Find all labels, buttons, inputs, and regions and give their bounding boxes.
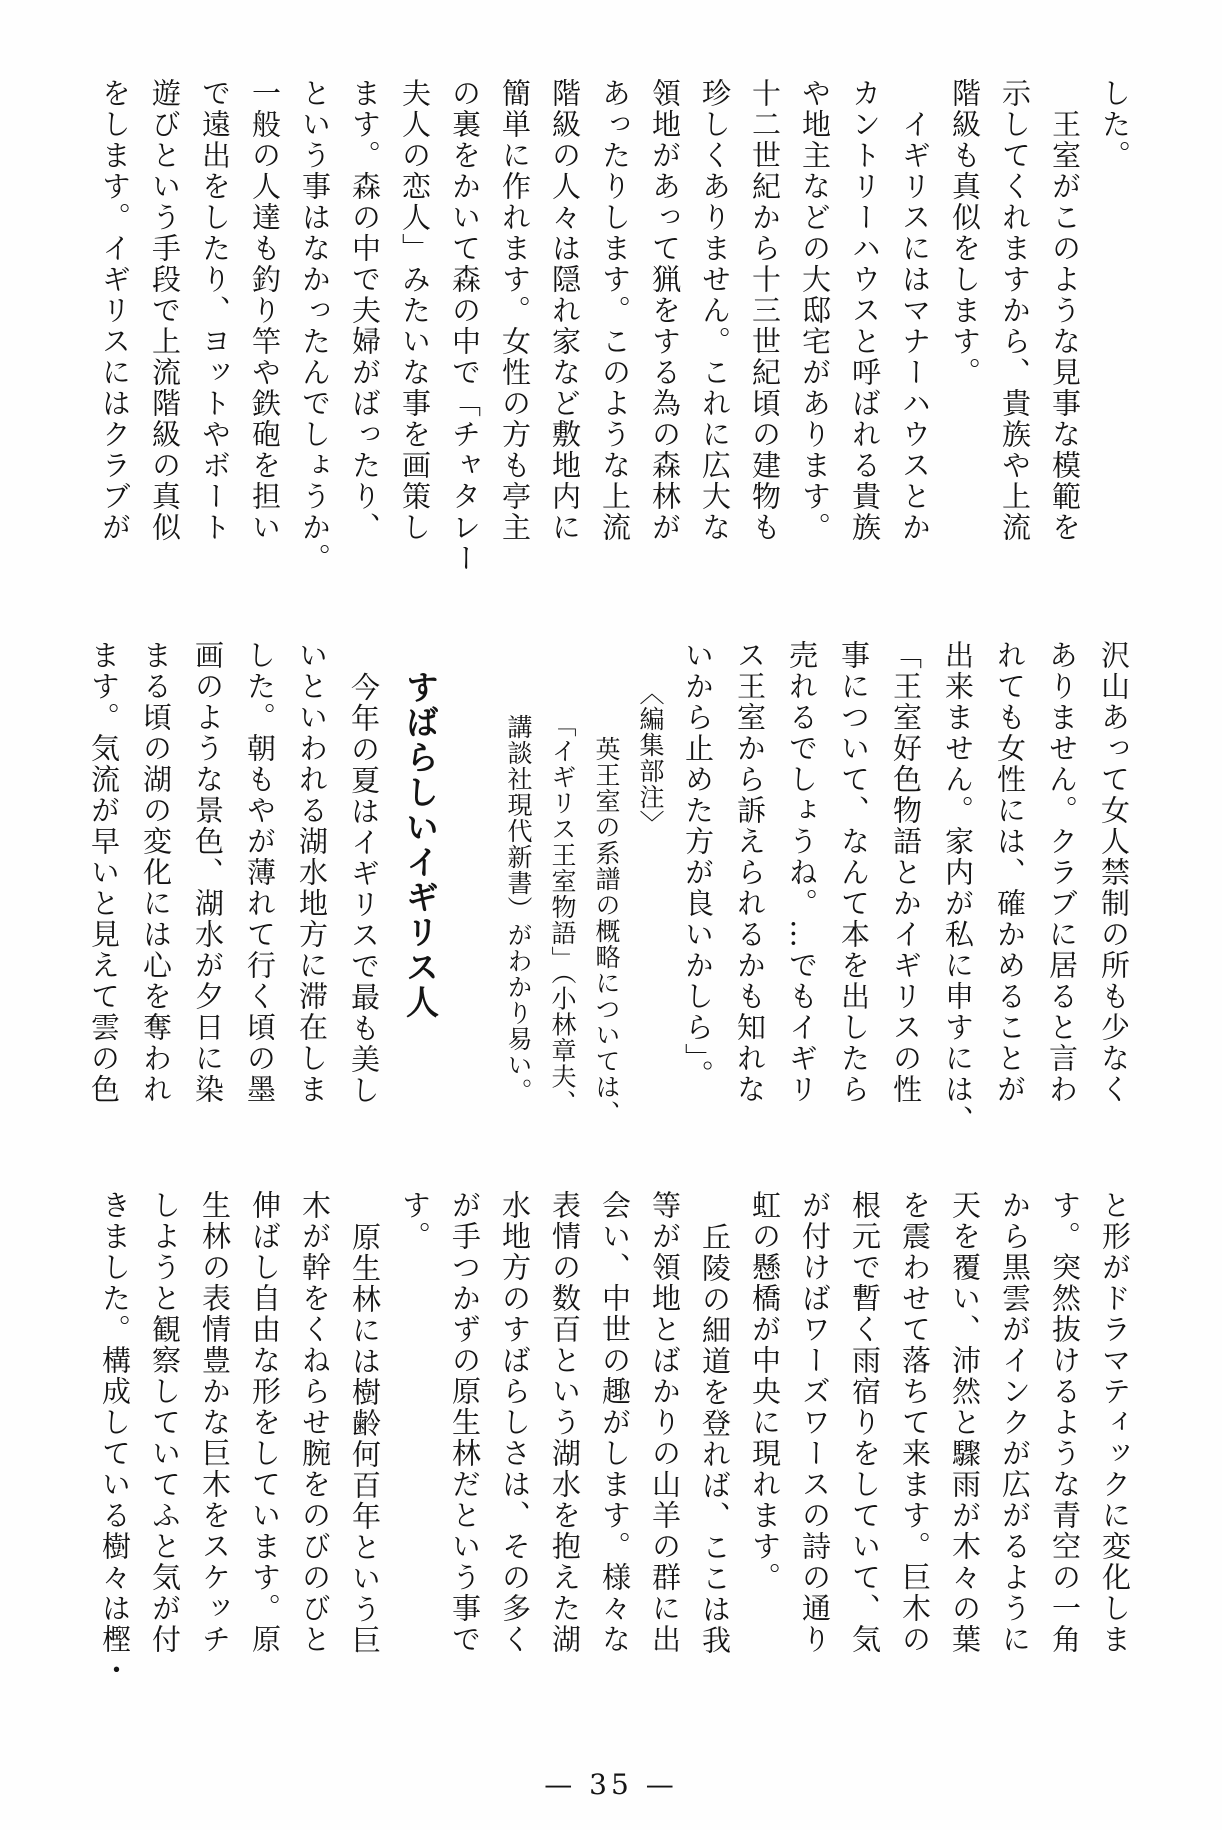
text-column: 木が幹をくねらせ腕をのびのびと [298, 1190, 332, 1655]
text-column: ス王室から訴えられるかも知れな [733, 640, 767, 1105]
text-column: 虹の懸橋が中央に現れます。 [748, 1190, 782, 1593]
text-column: まる頃の湖の変化には心を奪われ [139, 640, 173, 1105]
text-column: 遊びという手段で上流階級の真似 [148, 78, 182, 543]
editor-note-column: 英王室の系譜の概略については、 [592, 736, 621, 1126]
text-column: した。 [1098, 78, 1132, 171]
text-column: 夫人の恋人」みたいな事を画策し [398, 78, 432, 543]
text-column: から黒雲がインクが広がるように [998, 1190, 1032, 1655]
text-column: 事について、なんて本を出したら [837, 640, 871, 1105]
text-column: 階級も真似をします。 [948, 78, 982, 388]
editor-note-column: 講談社現代新書）がわかり易い。 [504, 714, 533, 1104]
editor-note-header: 〈編集部注〉 [636, 680, 665, 836]
text-column: いから止めた方が良いかしら」。 [681, 640, 715, 1091]
text-column: 生林の表情豊かな巨木をスケッチ [198, 1190, 232, 1655]
text-column: 丘陵の細道を登れば、ここは我 [698, 1222, 732, 1656]
text-column: を震わせて落ちて来ます。巨木の [898, 1190, 932, 1655]
text-column: す。突然抜けるような青空の一角 [1048, 1190, 1082, 1655]
text-column: 原生林には樹齢何百年という巨 [348, 1222, 382, 1656]
text-column: や地主などの大邸宅があります。 [798, 78, 832, 543]
text-column: 天を覆い、沛然と驟雨が木々の葉 [948, 1190, 982, 1655]
text-column: 王室がこのような見事な模範を [1048, 109, 1082, 543]
text-column: で遠出をしたり、ヨットやボート [198, 78, 232, 543]
text-column: イギリスにはマナーハウスとか [898, 109, 932, 543]
text-column: をします。イギリスにはクラブが [98, 78, 132, 543]
text-column: が付けばワーズワースの詩の通り [798, 1190, 832, 1655]
text-column: ありません。クラブに居ると言わ [1045, 640, 1079, 1105]
text-column: 沢山あって女人禁制の所も少なく [1097, 640, 1131, 1105]
text-column: 今年の夏はイギリスで最も美し [347, 672, 381, 1106]
text-column: しようと観察していてふと気が付 [148, 1190, 182, 1655]
text-column: 領地があって猟をする為の森林が [648, 78, 682, 543]
text-column: 階級の人々は隠れ家など敷地内に [548, 78, 582, 543]
editor-note-column: 「イギリス王室物語」（小林章夫、 [548, 712, 577, 1116]
text-column: 根元で暫く雨宿りをしていて、気 [848, 1190, 882, 1655]
text-column: カントリーハウスと呼ばれる貴族 [848, 78, 882, 543]
text-column: 画のような景色、湖水が夕日に染 [191, 640, 225, 1105]
text-column: と形がドラマティックに変化しま [1098, 1190, 1132, 1655]
text-column: きました。構成している樹々は樫・ [98, 1190, 132, 1686]
text-column: 一般の人達も釣り竿や鉄砲を担い [248, 78, 282, 543]
text-column: 伸ばし自由な形をしています。原 [248, 1190, 282, 1655]
text-column: 簡単に作れます。女性の方も亭主 [498, 78, 532, 543]
text-column: 示してくれますから、貴族や上流 [998, 78, 1032, 543]
text-column: 水地方のすばらしさは、その多く [498, 1190, 532, 1655]
text-column: いといわれる湖水地方に滞在しま [295, 640, 329, 1105]
text-column: 等が領地とばかりの山羊の群に出 [648, 1190, 682, 1655]
text-column: 珍しくありません。これに広大な [698, 78, 732, 543]
text-column: ます。気流が早いと見えて雲の色 [87, 640, 121, 1105]
text-column: の裏をかいて森の中で「チャタレー [448, 78, 482, 574]
section-heading: すばらしいイギリス人 [401, 670, 440, 1020]
text-block-top [90, 78, 1140, 574]
text-column: 売れるでしょうね。…でもイギリ [785, 640, 819, 1105]
text-column: す。 [398, 1190, 432, 1252]
text-column: 会い、中世の趣がします。様々な [598, 1190, 632, 1655]
text-column: あったりします。このような上流 [598, 78, 632, 543]
text-column: ます。森の中で夫婦がばったり、 [348, 78, 382, 543]
text-column: 出来ません。家内が私に申すには、 [941, 640, 975, 1136]
text-column: が手つかずの原生林だという事で [448, 1190, 482, 1655]
page-number: — 35 — [544, 1768, 678, 1801]
text-block-bottom [90, 1190, 1140, 1690]
text-block-middle [78, 640, 1140, 1140]
text-column: れても女性には、確かめることが [993, 640, 1027, 1105]
text-column: 表情の数百という湖水を抱えた湖 [548, 1190, 582, 1655]
text-column: 「王室好色物語とかイギリスの性 [889, 640, 923, 1105]
text-column: 十二世紀から十三世紀頃の建物も [748, 78, 782, 543]
text-column: という事はなかったんでしょうか。 [298, 78, 332, 574]
text-column: した。朝もやが薄れて行く頃の墨 [243, 640, 277, 1105]
